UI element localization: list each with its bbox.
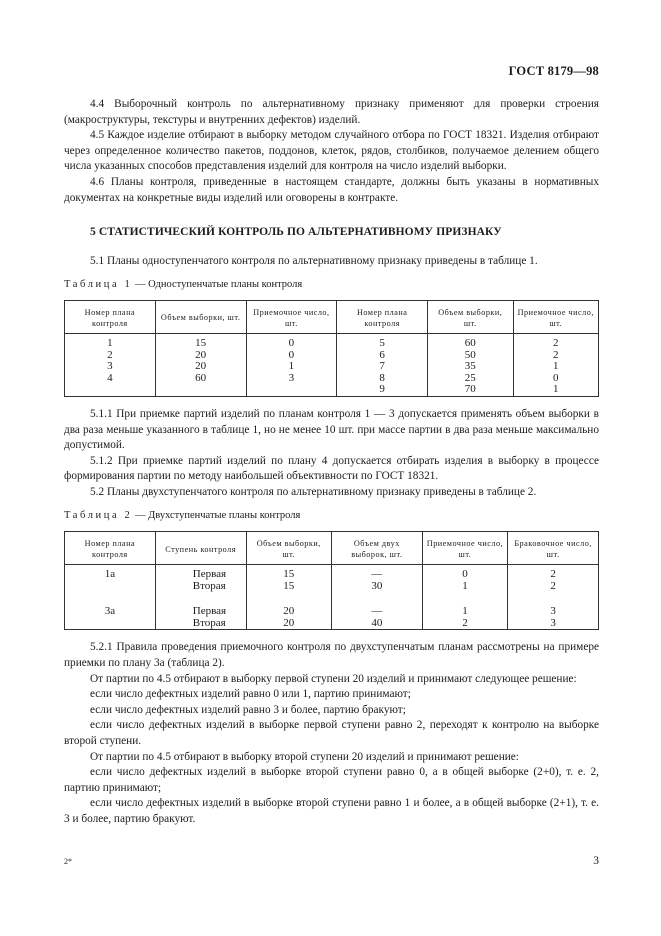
document-body xyxy=(64,97,599,828)
table1-header: Номер плана контроля xyxy=(65,300,156,333)
rule-reject: если число дефектных изделий равно 3 и более, партию бракуют; xyxy=(90,703,406,716)
paragraph-5-1-1: 5.1.1 При приемке партий изделий по планам контроля 1 — 3 допускается применять объем выборки в два раза меньше указанного в таблице 1, но не менее 10 шт. при массе партии в два раза меньше максимально допустимой. xyxy=(64,407,599,452)
printer-signature-mark: 2* xyxy=(64,857,72,866)
table2-header: Приемочное число, шт. xyxy=(422,532,507,565)
table-row xyxy=(65,373,599,385)
table-1 xyxy=(64,300,599,397)
paragraph-5-1: 5.1 Планы одноступенчатого контроля по альтернативному признаку приведены в таблице 1. xyxy=(90,254,538,267)
rule-second-stage: если число дефектных изделий в выборке первой ступени равно 2, переходят к контролю на выборке второй ступени. xyxy=(64,719,599,747)
table-cell: Вторая xyxy=(155,581,246,593)
table-cell: 1а xyxy=(65,565,156,581)
table-cell: 2 xyxy=(513,350,599,362)
table-2 xyxy=(64,531,599,630)
table-cell: 1 xyxy=(513,384,599,396)
table1-caption-label: Таблица 1 xyxy=(64,279,133,291)
table-cell: 5 xyxy=(337,333,428,349)
table2-header: Объем выборки, шт. xyxy=(246,532,331,565)
table-row xyxy=(65,350,599,362)
table-cell xyxy=(65,581,156,593)
table2-caption-label: Таблица 2 xyxy=(64,510,133,522)
table-cell: 0 xyxy=(246,333,337,349)
table-cell: 1 xyxy=(422,606,507,618)
table2-header: Объем двух выборок, шт. xyxy=(331,532,422,565)
table-cell: 20 xyxy=(155,350,246,362)
table-cell: 0 xyxy=(513,373,599,385)
table-cell: 50 xyxy=(428,350,513,362)
table-cell: Первая xyxy=(155,565,246,581)
table1-header: Приемочное число, шт. xyxy=(246,300,337,333)
paragraph-5-2-1: 5.2.1 Правила проведения приемочного контроля по двухступенчатым планам рассмотрены на примере приемки по плану 3а (таблица 2). xyxy=(64,641,599,670)
table-cell: 20 xyxy=(246,606,331,618)
table-cell: 15 xyxy=(155,333,246,349)
table-cell: 3 xyxy=(508,618,599,630)
table-cell xyxy=(65,618,156,630)
table2-caption xyxy=(64,508,599,524)
table-cell: 1 xyxy=(422,581,507,593)
table-cell: 0 xyxy=(246,350,337,362)
table-cell: 15 xyxy=(246,565,331,581)
table-row xyxy=(65,333,599,349)
table-cell: 6 xyxy=(337,350,428,362)
table-cell: 3а xyxy=(65,606,156,618)
paragraph-5-1-2: 5.1.2 При приемке партий изделий по плану 4 допускается отбирать изделия в выборку в процессе формирования партии по методу наибольшей объективности по ГОСТ 18321. xyxy=(64,454,599,483)
paragraph-first-stage: От партии по 4.5 отбирают в выборку первой ступени 20 изделий и принимают следующее решение: xyxy=(90,672,577,685)
table-cell: Первая xyxy=(155,606,246,618)
table-cell xyxy=(65,384,156,396)
table-cell: 1 xyxy=(513,361,599,373)
table-cell: 40 xyxy=(331,618,422,630)
table-cell: 3 xyxy=(508,606,599,618)
table2-caption-text: — Двухступенчатые планы контроля xyxy=(132,510,301,522)
table-row-spacer xyxy=(65,592,599,606)
table-cell xyxy=(246,384,337,396)
table-cell: 2 xyxy=(422,618,507,630)
table-cell: 35 xyxy=(428,361,513,373)
table-cell: 60 xyxy=(428,333,513,349)
table1-header: Номер плана контроля xyxy=(337,300,428,333)
table-row xyxy=(65,384,599,396)
page-number: 3 xyxy=(593,855,599,867)
table-cell: — xyxy=(331,565,422,581)
table-cell: 2 xyxy=(508,565,599,581)
table-cell: 9 xyxy=(337,384,428,396)
table-cell: 3 xyxy=(65,361,156,373)
table-cell: 1 xyxy=(65,333,156,349)
paragraph-5-2: 5.2 Планы двухступенчатого контроля по альтернативному признаку приведены в таблице 2. xyxy=(90,485,537,498)
table-row xyxy=(65,361,599,373)
table1-caption xyxy=(64,277,599,293)
table-cell: 7 xyxy=(337,361,428,373)
rule-accept: если число дефектных изделий равно 0 или 1, партию принимают; xyxy=(90,688,411,701)
table-cell: 25 xyxy=(428,373,513,385)
table-cell: 1 xyxy=(246,361,337,373)
paragraph-4-4: 4.4 Выборочный контроль по альтернативному признаку применяют для проверки строения (макроструктуры, текстуры и внутренних дефектов) изделий. xyxy=(64,98,599,126)
table-cell: 0 xyxy=(422,565,507,581)
table-cell: Вторая xyxy=(155,618,246,630)
table1-header: Объем выборки, шт. xyxy=(428,300,513,333)
table-cell: 8 xyxy=(337,373,428,385)
table-cell: 15 xyxy=(246,581,331,593)
table-cell: — xyxy=(331,606,422,618)
table2-header: Номер плана контроля xyxy=(65,532,156,565)
paragraph-second-stage: От партии по 4.5 отбирают в выборку второй ступени 20 изделий и принимают решение: xyxy=(90,750,519,763)
table-cell xyxy=(155,384,246,396)
table-row xyxy=(65,606,599,618)
table-cell: 2 xyxy=(65,350,156,362)
table-row xyxy=(65,618,599,630)
table-cell: 30 xyxy=(331,581,422,593)
table-cell: 60 xyxy=(155,373,246,385)
table1-caption-text: — Одноступенчатые планы контроля xyxy=(132,279,303,291)
table-cell: 20 xyxy=(246,618,331,630)
rule-second-accept: если число дефектных изделий в выборке второй ступени равно 0, а в общей выборке (2+0), т. е. 2, партию принимают; xyxy=(64,766,599,794)
table-row xyxy=(65,581,599,593)
table1-header: Объем выборки, шт. xyxy=(155,300,246,333)
document-code: ГОСТ 8179—98 xyxy=(508,64,599,78)
table2-header: Браковочное число, шт. xyxy=(508,532,599,565)
table-cell: 3 xyxy=(246,373,337,385)
table-cell: 2 xyxy=(513,333,599,349)
table-cell: 20 xyxy=(155,361,246,373)
paragraph-4-5: 4.5 Каждое изделие отбирают в выборку методом случайного отбора по ГОСТ 18321. Изделия отбирают через определенное количество пакетов, поддонов, клеток, рядов, столбиков, получаемое делением общего числа указанных способов представления изделий для контроля на число изделий выборки. xyxy=(64,129,599,173)
table-cell: 4 xyxy=(65,373,156,385)
rule-second-reject: если число дефектных изделий в выборке второй ступени равно 1 и более, а в общей выборке (2+1), т. е. 3 и более, партию бракуют. xyxy=(64,797,599,825)
table1-header: Приемочное число, шт. xyxy=(513,300,599,333)
section-heading: 5 СТАТИСТИЧЕСКИЙ КОНТРОЛЬ ПО АЛЬТЕРНАТИВНОМУ ПРИЗНАКУ xyxy=(90,226,502,239)
table-cell: 70 xyxy=(428,384,513,396)
table-row xyxy=(65,565,599,581)
table-cell: 2 xyxy=(508,581,599,593)
table2-header: Ступень контроля xyxy=(155,532,246,565)
paragraph-4-6: 4.6 Планы контроля, приведенные в настоящем стандарте, должны быть указаны в нормативных документах на конкретные виды изделий или оговорены в контракте. xyxy=(64,175,599,204)
